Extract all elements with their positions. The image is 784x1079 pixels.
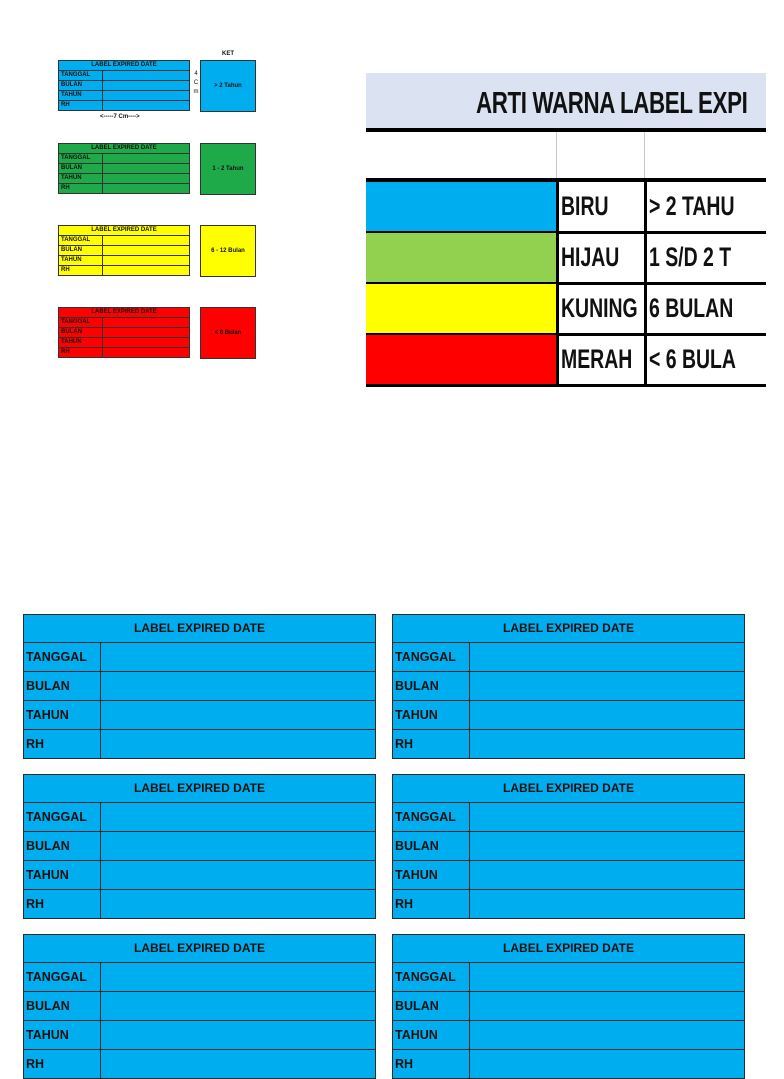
label-field: TANGGAL bbox=[393, 963, 470, 991]
expired-date-label bbox=[23, 614, 376, 759]
color-duration bbox=[644, 284, 784, 333]
label-row bbox=[393, 890, 744, 918]
mini-label-field: BULAN bbox=[59, 81, 103, 90]
mini-label bbox=[58, 60, 190, 111]
mini-label-value bbox=[103, 164, 189, 173]
mini-label-value bbox=[103, 81, 189, 90]
mini-label-value bbox=[103, 246, 189, 255]
mini-label-row bbox=[59, 174, 189, 184]
label-field: RH bbox=[24, 730, 101, 758]
mini-label-row bbox=[59, 101, 189, 110]
table-title: ARTI WARNA LABEL EXPI bbox=[476, 85, 748, 120]
label-field: TAHUN bbox=[393, 1021, 470, 1049]
label-value bbox=[101, 890, 375, 918]
label-field: BULAN bbox=[24, 832, 101, 860]
label-field: RH bbox=[24, 1050, 101, 1078]
label-value bbox=[470, 1021, 744, 1049]
label-row bbox=[393, 643, 744, 672]
label-row bbox=[393, 963, 744, 992]
label-value bbox=[101, 643, 375, 671]
label-value bbox=[101, 963, 375, 991]
mini-label-value bbox=[103, 174, 189, 183]
mini-label-row bbox=[59, 236, 189, 246]
height-letter: C bbox=[193, 80, 199, 86]
color-swatch bbox=[366, 335, 556, 384]
color-meaning-table bbox=[366, 73, 748, 374]
mini-label-field: RH bbox=[59, 266, 103, 275]
mini-label-field: TANGGAL bbox=[59, 236, 103, 245]
mini-label-title: LABEL EXPIRED DATE bbox=[59, 308, 189, 318]
label-field: TANGGAL bbox=[393, 803, 470, 831]
label-field: RH bbox=[393, 1050, 470, 1078]
mini-label-field: TANGGAL bbox=[59, 154, 103, 163]
label-value bbox=[470, 803, 744, 831]
height-note bbox=[193, 70, 199, 97]
mini-label-value bbox=[103, 328, 189, 337]
mini-label-field: BULAN bbox=[59, 328, 103, 337]
label-row bbox=[393, 861, 744, 890]
mini-label-row bbox=[59, 164, 189, 174]
grid-line bbox=[556, 132, 557, 178]
mini-label-row bbox=[59, 318, 189, 328]
mini-label bbox=[58, 225, 190, 276]
color-row bbox=[366, 335, 766, 384]
label-field: BULAN bbox=[393, 832, 470, 860]
color-swatch bbox=[366, 182, 556, 231]
mini-label-value bbox=[103, 91, 189, 100]
color-duration-text: > 2 TAHU bbox=[649, 191, 735, 221]
color-duration bbox=[644, 233, 784, 282]
height-letter: 4 bbox=[194, 71, 198, 77]
label-value bbox=[470, 992, 744, 1020]
mini-label-title: LABEL EXPIRED DATE bbox=[59, 226, 189, 236]
color-name-text: BIRU bbox=[561, 191, 609, 221]
color-row bbox=[366, 284, 766, 333]
label-title: LABEL EXPIRED DATE bbox=[393, 775, 744, 803]
label-field: TAHUN bbox=[393, 701, 470, 729]
mini-label-field: TAHUN bbox=[59, 256, 103, 265]
mini-label-value bbox=[103, 71, 189, 80]
label-row bbox=[24, 1021, 375, 1050]
color-name bbox=[556, 182, 644, 231]
expired-date-label bbox=[23, 934, 376, 1079]
label-value bbox=[101, 861, 375, 889]
mini-label-row bbox=[59, 154, 189, 164]
label-row bbox=[393, 1050, 744, 1078]
label-row bbox=[393, 1021, 744, 1050]
label-value bbox=[470, 832, 744, 860]
label-field: TAHUN bbox=[24, 861, 101, 889]
label-row bbox=[24, 992, 375, 1021]
mini-label-field: RH bbox=[59, 348, 103, 357]
label-row bbox=[393, 992, 744, 1021]
mini-label-row bbox=[59, 338, 189, 348]
label-field: TAHUN bbox=[393, 861, 470, 889]
width-note: <-----7 Cm----> bbox=[100, 114, 140, 120]
label-value bbox=[101, 730, 375, 758]
label-field: RH bbox=[393, 890, 470, 918]
label-value bbox=[470, 672, 744, 700]
mini-label-value bbox=[103, 236, 189, 245]
mini-label-title: LABEL EXPIRED DATE bbox=[59, 61, 189, 71]
mini-label-row bbox=[59, 184, 189, 193]
mini-label-field: BULAN bbox=[59, 164, 103, 173]
label-row bbox=[24, 701, 375, 730]
label-row bbox=[24, 643, 375, 672]
mini-label-value bbox=[103, 101, 189, 110]
color-name-text: KUNING bbox=[561, 293, 638, 323]
label-row bbox=[24, 890, 375, 918]
mini-label-value bbox=[103, 348, 189, 357]
row-divider bbox=[366, 384, 766, 387]
mini-label bbox=[58, 143, 190, 194]
mini-label-row bbox=[59, 246, 189, 256]
mini-label-field: TAHUN bbox=[59, 338, 103, 347]
color-row bbox=[366, 182, 766, 231]
color-duration-text: 6 BULAN bbox=[649, 293, 734, 323]
color-name bbox=[556, 284, 644, 333]
mini-label-row bbox=[59, 328, 189, 338]
label-row bbox=[393, 832, 744, 861]
mini-label-row bbox=[59, 91, 189, 101]
expired-date-label bbox=[23, 774, 376, 919]
label-field: TANGGAL bbox=[24, 803, 101, 831]
label-field: TAHUN bbox=[24, 701, 101, 729]
color-duration-text: 1 S/D 2 T bbox=[649, 242, 732, 272]
height-letter: m bbox=[193, 89, 199, 95]
ket-swatch: > 2 Tahun bbox=[200, 60, 256, 112]
color-name bbox=[556, 233, 644, 282]
mini-label-field: RH bbox=[59, 101, 103, 110]
label-title: LABEL EXPIRED DATE bbox=[24, 615, 375, 643]
mini-label-field: TANGGAL bbox=[59, 318, 103, 327]
divider bbox=[366, 128, 766, 132]
label-value bbox=[470, 730, 744, 758]
label-row bbox=[24, 672, 375, 701]
mini-label-row bbox=[59, 266, 189, 275]
mini-label-title: LABEL EXPIRED DATE bbox=[59, 144, 189, 154]
label-value bbox=[101, 1050, 375, 1078]
mini-label-field: BULAN bbox=[59, 246, 103, 255]
ket-swatch: < 6 Bulan bbox=[200, 307, 256, 359]
ket-title: KET bbox=[222, 51, 234, 57]
color-name-text: HIJAU bbox=[561, 242, 620, 272]
label-field: TANGGAL bbox=[393, 643, 470, 671]
color-duration-text: < 6 BULA bbox=[649, 344, 736, 374]
label-value bbox=[101, 701, 375, 729]
label-field: RH bbox=[393, 730, 470, 758]
mini-label-field: TAHUN bbox=[59, 174, 103, 183]
color-row bbox=[366, 233, 766, 282]
mini-label bbox=[58, 307, 190, 358]
label-value bbox=[470, 890, 744, 918]
mini-label-field: TANGGAL bbox=[59, 71, 103, 80]
label-title: LABEL EXPIRED DATE bbox=[393, 615, 744, 643]
expired-date-label bbox=[392, 614, 745, 759]
label-row bbox=[24, 730, 375, 758]
color-swatch bbox=[366, 233, 556, 282]
label-field: BULAN bbox=[393, 672, 470, 700]
label-row bbox=[393, 701, 744, 730]
label-field: BULAN bbox=[24, 672, 101, 700]
label-row bbox=[393, 672, 744, 701]
label-value bbox=[101, 803, 375, 831]
label-value bbox=[101, 832, 375, 860]
mini-label-row bbox=[59, 256, 189, 266]
ket-swatch: 6 - 12 Bulan bbox=[200, 225, 256, 277]
label-value bbox=[101, 992, 375, 1020]
mini-label-value bbox=[103, 154, 189, 163]
color-name bbox=[556, 335, 644, 384]
expired-date-label bbox=[392, 774, 745, 919]
color-name-text: MERAH bbox=[561, 344, 633, 374]
mini-label-value bbox=[103, 266, 189, 275]
label-row bbox=[393, 730, 744, 758]
mini-label-value bbox=[103, 318, 189, 327]
label-field: BULAN bbox=[393, 992, 470, 1020]
label-title: LABEL EXPIRED DATE bbox=[24, 935, 375, 963]
mini-label-value bbox=[103, 338, 189, 347]
label-field: TANGGAL bbox=[24, 643, 101, 671]
label-row bbox=[393, 803, 744, 832]
label-title: LABEL EXPIRED DATE bbox=[393, 935, 744, 963]
mini-label-row bbox=[59, 81, 189, 91]
label-value bbox=[470, 701, 744, 729]
label-row bbox=[24, 803, 375, 832]
mini-label-field: TAHUN bbox=[59, 91, 103, 100]
label-value bbox=[101, 1021, 375, 1049]
color-swatch bbox=[366, 284, 556, 333]
expired-date-label bbox=[392, 934, 745, 1079]
label-row bbox=[24, 861, 375, 890]
mini-label-value bbox=[103, 184, 189, 193]
label-value bbox=[470, 963, 744, 991]
label-row bbox=[24, 963, 375, 992]
label-value bbox=[470, 861, 744, 889]
ket-swatch: 1 - 2 Tahun bbox=[200, 143, 256, 195]
grid-line bbox=[644, 132, 645, 178]
color-duration bbox=[644, 335, 784, 384]
label-field: TANGGAL bbox=[24, 963, 101, 991]
mini-label-row bbox=[59, 348, 189, 357]
label-value bbox=[470, 1050, 744, 1078]
mini-label-value bbox=[103, 256, 189, 265]
label-field: BULAN bbox=[24, 992, 101, 1020]
mini-label-row bbox=[59, 71, 189, 81]
label-row bbox=[24, 1050, 375, 1078]
mini-label-field: RH bbox=[59, 184, 103, 193]
label-value bbox=[101, 672, 375, 700]
label-row bbox=[24, 832, 375, 861]
label-field: TAHUN bbox=[24, 1021, 101, 1049]
label-title: LABEL EXPIRED DATE bbox=[24, 775, 375, 803]
label-field: RH bbox=[24, 890, 101, 918]
color-duration bbox=[644, 182, 784, 231]
label-value bbox=[470, 643, 744, 671]
